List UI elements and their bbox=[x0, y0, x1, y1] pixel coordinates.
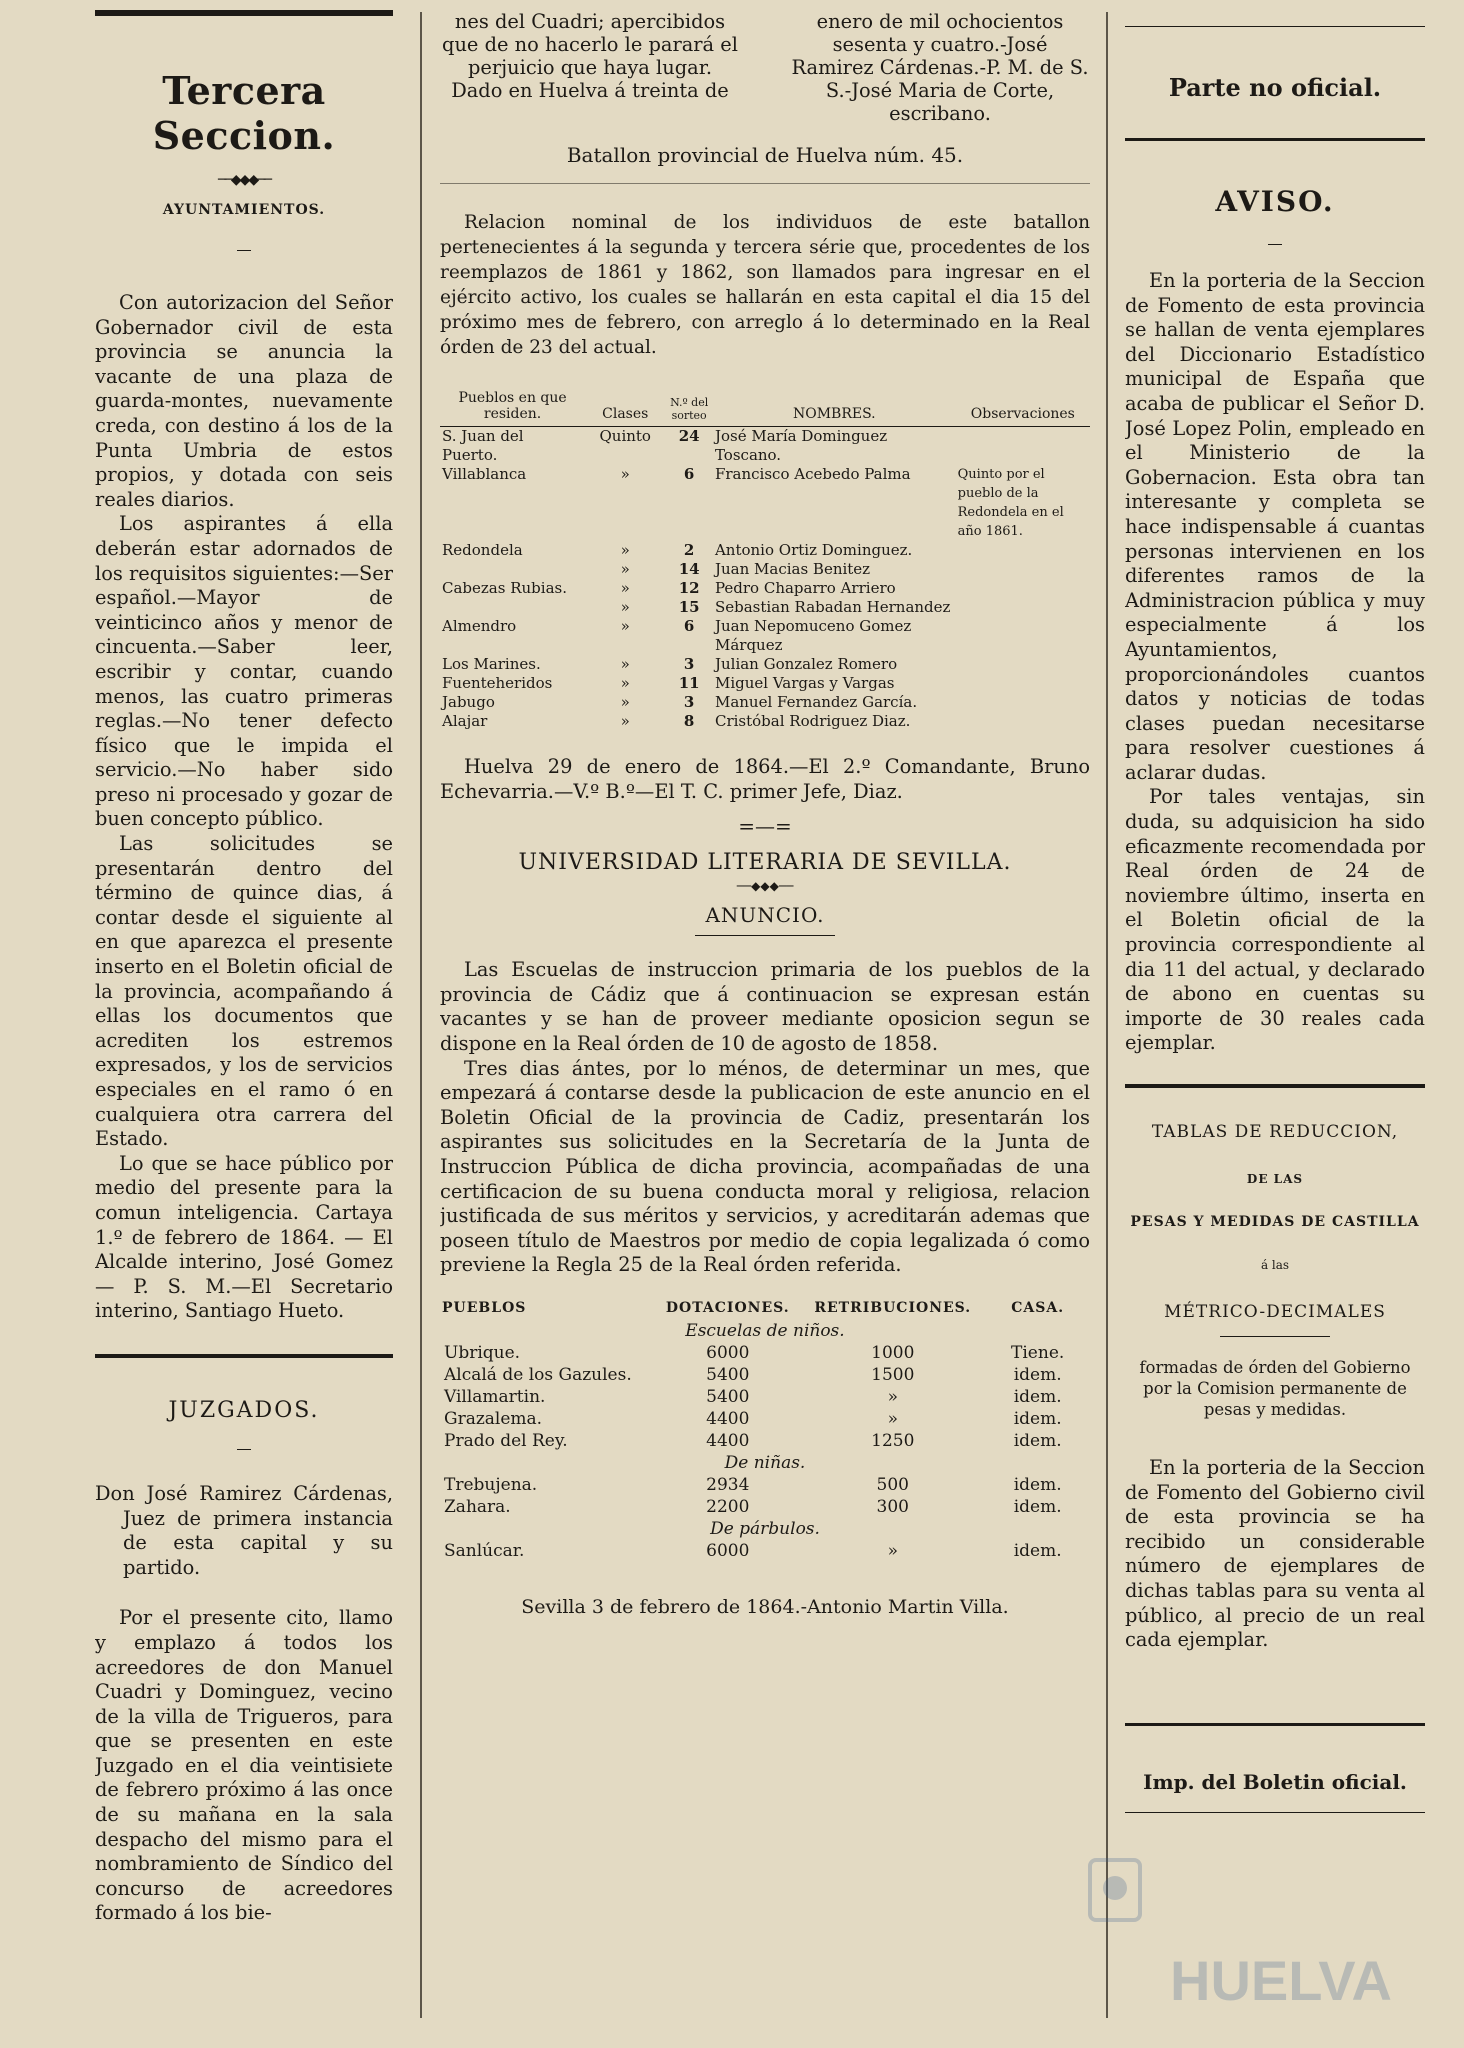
cell-clase: » bbox=[620, 693, 630, 711]
cell-obs: Quinto por el pueblo de la Redondela en el año 1861. bbox=[957, 467, 1064, 539]
cell-obs bbox=[956, 693, 1090, 712]
cell-pueblo: Los Marines. bbox=[442, 655, 541, 673]
col-header-clases: Clases bbox=[585, 386, 665, 427]
cell-casa: idem. bbox=[1013, 1408, 1062, 1429]
continued-text: enero de mil ochocientos sesenta y cuatro.-José Ramirez Cárdenas.-P. M. de S. S.-José Maria de Corte, escribano. bbox=[791, 10, 1089, 125]
cell-dotacion: 6000 bbox=[706, 1342, 750, 1363]
batallon-heading: Batallon provincial de Huelva núm. 45. bbox=[566, 143, 964, 167]
table-row bbox=[440, 1496, 1090, 1518]
universidad-heading: UNIVERSIDAD LITERARIA DE SEVILLA. bbox=[518, 850, 1012, 876]
cell-dotacion: 6000 bbox=[706, 1540, 750, 1561]
juzgados-intro: Don José Ramirez Cárdenas, Juez de primera instancia de esta capital y su partido. bbox=[95, 1481, 393, 1579]
cell-pueblo: Trebujena. bbox=[444, 1474, 538, 1495]
cell-pueblo: S. Juan del Puerto. bbox=[442, 427, 524, 464]
cell-clase: » bbox=[620, 541, 630, 559]
rule bbox=[1220, 1336, 1330, 1337]
ayuntamientos-paragraph: Los aspirantes á ella deberán estar adornados de los requisitos siguientes:—Ser español.—Mayor de veinticinco años y menor de cincuenta.—Saber leer, escribir y contar, cuando menos, las cuatro primeras reglas.—No tener defecto físico que le impida el servicio.—No haber sido preso ni procesado y gozar de buen concepto público. bbox=[95, 512, 393, 831]
cell-casa: idem. bbox=[1013, 1364, 1062, 1385]
ayuntamientos-heading: AYUNTAMIENTOS. bbox=[162, 202, 326, 218]
cell-dotacion: 4400 bbox=[706, 1408, 750, 1429]
top-rule bbox=[1125, 26, 1425, 27]
col-header-nombres: NOMBRES. bbox=[713, 386, 956, 427]
cell-retribucion: » bbox=[887, 1386, 898, 1407]
section-rule bbox=[1125, 1723, 1425, 1726]
column-middle bbox=[440, 0, 1090, 2048]
table-row bbox=[440, 598, 1090, 617]
cell-pueblo: Villamartin. bbox=[444, 1386, 546, 1407]
col-header-dotaciones: DOTACIONES. bbox=[665, 1299, 790, 1316]
ornament: ──◆◆◆── bbox=[217, 172, 270, 188]
cell-clase: » bbox=[620, 598, 630, 616]
tablas-title: PESAS Y MEDIDAS DE CASTILLA bbox=[1130, 1214, 1420, 1230]
watermark-text: HUELVA bbox=[1170, 1949, 1392, 2012]
cell-obs bbox=[956, 712, 1090, 731]
cell-pueblo: Grazalema. bbox=[444, 1408, 543, 1429]
schools-table bbox=[440, 1296, 1090, 1562]
table-row bbox=[440, 1540, 1090, 1562]
cell-retribucion: » bbox=[887, 1408, 898, 1429]
table-row bbox=[440, 674, 1090, 693]
cell-nombre: Pedro Chaparro Arriero bbox=[714, 579, 896, 597]
cell-obs bbox=[956, 541, 1090, 560]
cell-num: 14 bbox=[678, 560, 700, 578]
cell-retribucion: » bbox=[887, 1540, 898, 1561]
cell-casa: idem. bbox=[1013, 1540, 1062, 1561]
cell-pueblo: Alajar bbox=[442, 712, 488, 730]
cell-casa: idem. bbox=[1013, 1386, 1062, 1407]
cell-pueblo: Redondela bbox=[442, 541, 523, 559]
column-rule-1 bbox=[420, 12, 422, 2018]
group-row bbox=[440, 1320, 1090, 1342]
col-header-casa: CASA. bbox=[1011, 1299, 1065, 1316]
cell-dotacion: 2934 bbox=[706, 1474, 750, 1495]
cell-num: 3 bbox=[683, 693, 695, 711]
table-row bbox=[440, 465, 1090, 541]
cell-nombre: Francisco Acebedo Palma bbox=[714, 465, 911, 483]
cell-clase: » bbox=[620, 655, 630, 673]
table-row bbox=[440, 560, 1090, 579]
table-row bbox=[440, 579, 1090, 598]
cell-num: 11 bbox=[678, 674, 700, 692]
cell-retribucion: 300 bbox=[876, 1496, 909, 1517]
group-row bbox=[440, 1518, 1090, 1540]
cell-clase: » bbox=[620, 579, 630, 597]
universidad-signature: Sevilla 3 de febrero de 1864.-Antonio Martin Villa. bbox=[521, 1595, 1009, 1618]
cell-retribucion: 1250 bbox=[871, 1430, 915, 1451]
cell-obs bbox=[956, 655, 1090, 674]
tablas-sub: formadas de órden del Gobierno por la Comision permanente de pesas y medidas. bbox=[1139, 1358, 1411, 1419]
cell-clase: » bbox=[620, 465, 630, 483]
cell-retribucion: 1500 bbox=[871, 1364, 915, 1385]
cell-obs bbox=[956, 617, 1090, 655]
juzgados-heading: JUZGADOS. bbox=[168, 1397, 320, 1423]
cell-retribucion: 1000 bbox=[871, 1342, 915, 1363]
table-row bbox=[440, 712, 1090, 731]
parte-heading: Parte no oficial. bbox=[1168, 73, 1382, 102]
continued-text: nes del Cuadri; apercibidos que de no hacerlo le parará el perjuicio que haya lugar. Dado en Huelva á treinta de bbox=[442, 10, 738, 102]
dash-separator bbox=[1268, 244, 1282, 245]
col-header-pueblos: Pueblos en que residen. bbox=[440, 386, 585, 427]
cell-dotacion: 4400 bbox=[706, 1430, 750, 1451]
cell-num: 6 bbox=[683, 617, 695, 635]
dash-separator bbox=[237, 250, 251, 251]
imprenta: Imp. del Boletin oficial. bbox=[1143, 1769, 1407, 1794]
aviso-paragraph: Por tales ventajas, sin duda, su adquisicion ha sido eficazmente recomendada por Real órden de 24 de noviembre último, inserta en el Boletin oficial de la provincia correspondiente al dia 11 del actual, y declarado de abono en cuentas su importe de 30 reales cada ejemplar. bbox=[1125, 785, 1425, 1055]
tablas-title: TABLAS DE REDUCCION, bbox=[1151, 1122, 1399, 1142]
separator: =—= bbox=[738, 814, 792, 839]
huelva-seal-watermark bbox=[1070, 1850, 1400, 2030]
cell-pueblo: Zahara. bbox=[444, 1496, 511, 1517]
anuncio-paragraph: Las Escuelas de instruccion primaria de los pueblos de la provincia de Cádiz que á continuacion se expresan están vacantes y se han de proveer mediante oposicion segun se dispone en la Real órden de 10 de agosto de 1858. bbox=[440, 958, 1090, 1055]
group-label: De párbulos. bbox=[710, 1518, 820, 1539]
aviso-heading: AVISO. bbox=[1215, 185, 1335, 218]
table-row bbox=[440, 427, 1090, 466]
ornament: ──◆◆◆── bbox=[736, 879, 794, 894]
cell-pueblo bbox=[440, 560, 585, 579]
col-header-observaciones: Observaciones bbox=[956, 386, 1090, 427]
cell-pueblo bbox=[440, 598, 585, 617]
ayuntamientos-paragraph: Las solicitudes se presentarán dentro del término de quince dias, á contar desde el siguiente al en que aparezca el presente inserto en el Boletin oficial de la provincia, acompañando á ellas los documentos que acrediten los estremos expresados, y los de servicios especiales en el ramo ó en cualquiera otra carrera del Estado. bbox=[95, 832, 393, 1151]
cell-clase: » bbox=[620, 617, 630, 635]
col-header-pueblos: PUEBLOS bbox=[442, 1299, 527, 1316]
cell-num: 6 bbox=[683, 465, 695, 483]
cell-casa: idem. bbox=[1013, 1430, 1062, 1451]
cell-clase: » bbox=[620, 674, 630, 692]
tablas-title: á las bbox=[1260, 1258, 1290, 1272]
table-row bbox=[440, 1408, 1090, 1430]
section-rule bbox=[1125, 138, 1425, 141]
rule bbox=[695, 935, 835, 936]
cell-pueblo: Villablanca bbox=[442, 465, 527, 483]
table-row bbox=[440, 541, 1090, 560]
table-row bbox=[440, 617, 1090, 655]
cell-nombre: Julian Gonzalez Romero bbox=[714, 655, 898, 673]
rule bbox=[440, 183, 1090, 184]
cell-num: 8 bbox=[683, 712, 695, 730]
cell-nombre: Juan Macias Benitez bbox=[714, 560, 871, 578]
cell-num: 3 bbox=[683, 655, 695, 673]
cell-num: 15 bbox=[678, 598, 700, 616]
cell-obs bbox=[956, 674, 1090, 693]
ayuntamientos-paragraph: Lo que se hace público por medio del presente para la comun inteligencia. Cartaya 1.º de febrero de 1864. — El Alcalde interino, José Gomez — P. S. M.—El Secretario interino, Santiago Hueto. bbox=[95, 1151, 393, 1323]
batallon-intro: Relacion nominal de los individuos de este batallon pertenecientes á la segunda y tercera série que, procedentes de los reemplazos de 1861 y 1862, son llamados para ingresar en el ejército activo, los cuales se hallarán en esta capital el dia 15 del próximo mes de febrero, con arreglo á lo determinado en la Real órden de 23 del actual. bbox=[440, 212, 1090, 358]
cell-obs bbox=[956, 598, 1090, 617]
anuncio-paragraph: Tres dias ántes, por lo ménos, de determinar un mes, que empezará á contarse desde la publicacion de este anuncio en el Boletin Oficial de la provincia de Cadiz, presentarán los aspirantes sus solicitudes en la Secretaría de la Junta de Instruccion Pública de dicha provincia, acompañadas de una certificacion de su buena conducta moral y religiosa, relacion justificada de sus méritos y servicios, y acreditarán ademas que poseen título de Maestros por medio de copia legalizada ó como previene la Regla 25 de la Real órden referida. bbox=[440, 1056, 1090, 1277]
cell-pueblo: Cabezas Rubias. bbox=[442, 579, 567, 597]
cell-clase: Quinto bbox=[599, 427, 651, 445]
table-row bbox=[440, 1430, 1090, 1452]
cell-clase: » bbox=[620, 560, 630, 578]
cell-casa: Tiene. bbox=[1011, 1342, 1065, 1363]
cell-obs bbox=[956, 579, 1090, 598]
table-row bbox=[440, 655, 1090, 674]
batallon-signature: Huelva 29 de enero de 1864.—El 2.º Comandante, Bruno Echevarria.—V.º B.º—El T. C. primer Jefe, Diaz. bbox=[440, 755, 1090, 803]
section-rule bbox=[95, 1354, 393, 1358]
cell-num: 12 bbox=[678, 579, 700, 597]
cell-nombre: Antonio Ortiz Dominguez. bbox=[714, 541, 913, 559]
table-row bbox=[440, 1386, 1090, 1408]
cell-pueblo: Prado del Rey. bbox=[444, 1430, 568, 1451]
section-title: Tercera Seccion. bbox=[152, 68, 336, 158]
cell-casa: idem. bbox=[1013, 1496, 1062, 1517]
group-label: De niñas. bbox=[724, 1452, 806, 1473]
col-header-sorteo: N.º del sorteo bbox=[665, 386, 713, 427]
cell-casa: idem. bbox=[1013, 1474, 1062, 1495]
tablas-title: DE LAS bbox=[1246, 1172, 1304, 1186]
table-row bbox=[440, 1342, 1090, 1364]
column-right bbox=[1125, 0, 1425, 2048]
cell-pueblo: Jabugo bbox=[442, 693, 495, 711]
cell-dotacion: 5400 bbox=[706, 1386, 750, 1407]
top-rule bbox=[95, 10, 393, 16]
table-row bbox=[440, 1474, 1090, 1496]
juzgados-paragraph: Por el presente cito, llamo y emplazo á todos los acreedores de don Manuel Cuadri y Dominguez, vecino de la villa de Trigueros, para que se presenten en este Juzgado en el dia veintisiete de febrero próximo á las once de su mañana en la sala despacho del mismo para el nombramiento de Síndico del concurso de acreedores formado á los bie- bbox=[95, 1606, 393, 1925]
table-row bbox=[440, 1364, 1090, 1386]
column-rule-2 bbox=[1106, 12, 1108, 2018]
cell-retribucion: 500 bbox=[876, 1474, 909, 1495]
dash-separator bbox=[237, 1449, 251, 1450]
bottom-rule bbox=[1125, 1812, 1425, 1813]
cell-clase: » bbox=[620, 712, 630, 730]
group-row bbox=[440, 1452, 1090, 1474]
cell-num: 24 bbox=[678, 427, 700, 445]
cell-nombre: Juan Nepomuceno Gomez Márquez bbox=[714, 617, 912, 654]
tablas-title: MÉTRICO-DECIMALES bbox=[1164, 1302, 1386, 1322]
cell-pueblo: Fuenteheridos bbox=[442, 674, 553, 692]
table-row bbox=[440, 693, 1090, 712]
anuncio-heading: ANUNCIO. bbox=[705, 903, 825, 928]
group-label: Escuelas de niños. bbox=[685, 1320, 845, 1341]
aviso-paragraph: En la porteria de la Seccion de Fomento de esta provincia se hallan de venta ejemplares del Diccionario Estadístico municipal de España que acaba de publicar el Señor D. José Lopez Polin, empleado en el Ministerio de la Gobernacion. Esta obra tan interesante y completa se hace indispensable á cuantas personas intervienen en los diferentes ramos de la Administracion pública y muy especialmente á los Ayuntamientos, proporcionándoles cuantos datos y noticias de todas clases puedan necesitarse para resolver cuestiones á aclarar dudas. bbox=[1125, 269, 1425, 784]
cell-num: 2 bbox=[683, 541, 695, 559]
cell-pueblo: Ubrique. bbox=[444, 1342, 521, 1363]
cell-nombre: José María Dominguez Toscano. bbox=[714, 427, 888, 464]
col-header-retribuciones: RETRIBUCIONES. bbox=[814, 1299, 972, 1316]
cell-nombre: Cristóbal Rodriguez Diaz. bbox=[714, 712, 911, 730]
cell-obs bbox=[956, 560, 1090, 579]
cell-dotacion: 5400 bbox=[706, 1364, 750, 1385]
column-left bbox=[95, 0, 393, 2048]
soldiers-table bbox=[440, 386, 1090, 731]
ayuntamientos-paragraph: Con autorizacion del Señor Gobernador civil de esta provincia se anuncia la vacante de una plaza de guarda-montes, nuevamente creda, con destino á los de la Punta Umbria de estos propios, y dotada con seis reales diarios. bbox=[95, 291, 393, 511]
cell-pueblo: Almendro bbox=[442, 617, 517, 635]
cell-dotacion: 2200 bbox=[706, 1496, 750, 1517]
cell-nombre: Manuel Fernandez García. bbox=[714, 693, 918, 711]
cell-obs bbox=[956, 427, 1090, 466]
section-rule bbox=[1125, 1084, 1425, 1088]
cell-pueblo: Sanlúcar. bbox=[444, 1540, 525, 1561]
tablas-paragraph: En la porteria de la Seccion de Fomento del Gobierno civil de esta provincia se ha recibido un considerable número de ejemplares de dichas tablas para su venta al público, al precio de un real cada ejemplar. bbox=[1125, 1456, 1425, 1652]
cell-nombre: Sebastian Rabadan Hernandez bbox=[714, 598, 951, 616]
cell-pueblo: Alcalá de los Gazules. bbox=[444, 1364, 632, 1385]
cell-nombre: Miguel Vargas y Vargas bbox=[714, 674, 895, 692]
